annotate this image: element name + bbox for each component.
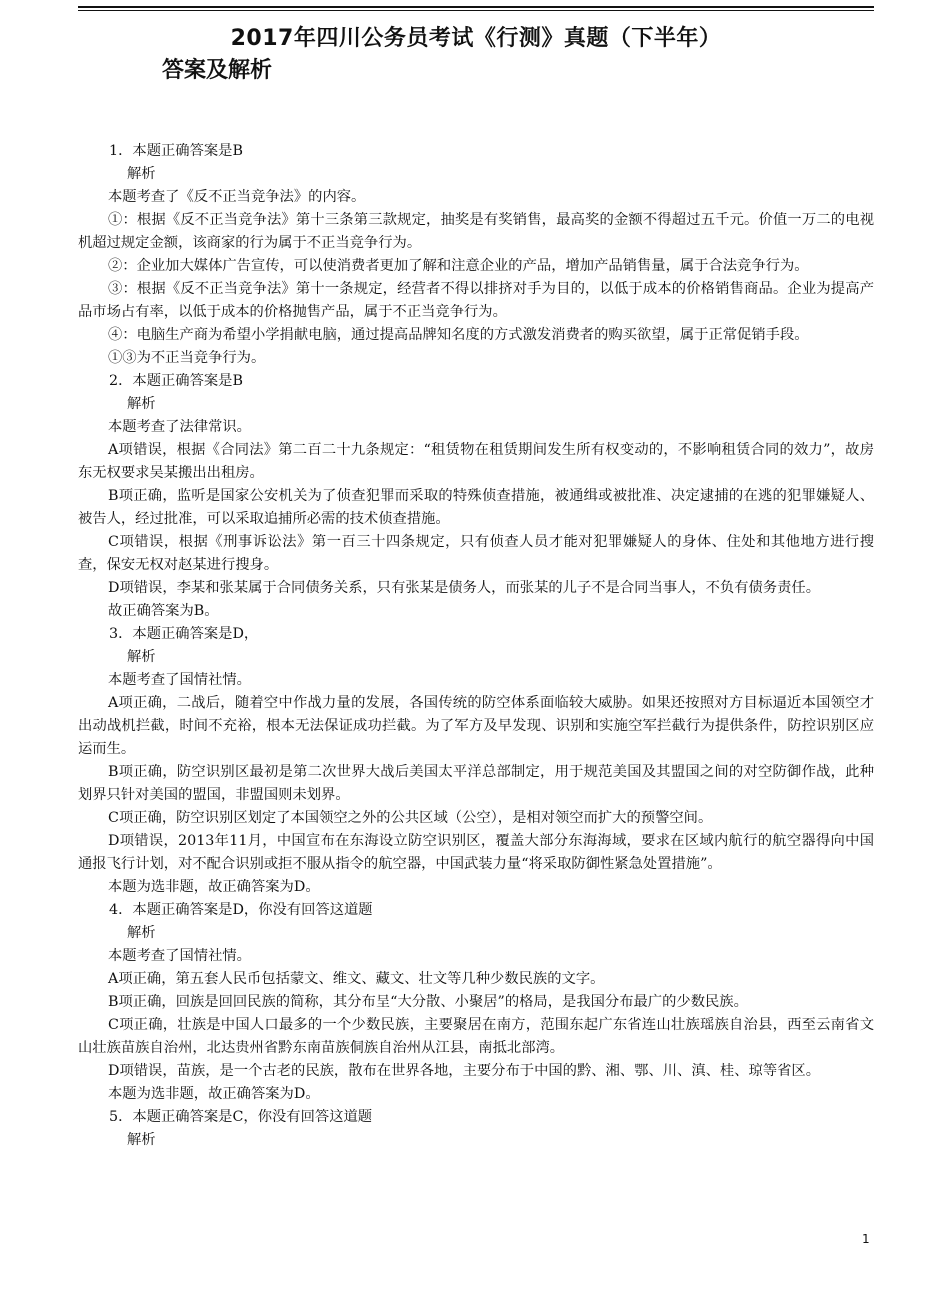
- question-2: [78, 370, 874, 623]
- paragraph: 本题考查了国情社情。: [108, 672, 251, 688]
- document-title: 2017年四川公务员考试《行测》真题（下半年）: [230, 26, 722, 51]
- document-subtitle: 答案及解析: [162, 58, 273, 83]
- answer-line: 3．本题正确答案是D，: [109, 626, 259, 642]
- question-3: [78, 623, 874, 899]
- paragraph: C项正确，防空识别区划定了本国领空之外的公共区域（公空），是相对领空而扩大的预警空间。: [108, 810, 713, 826]
- analysis-label: 解析: [127, 166, 156, 182]
- answer-line: 4．本题正确答案是D，你没有回答这道题: [109, 902, 373, 918]
- answer-line: 5．本题正确答案是C，你没有回答这道题: [109, 1109, 373, 1125]
- question-5: [78, 1106, 874, 1152]
- paragraph: 本题为选非题，故正确答案为D。: [108, 879, 320, 895]
- question-1: [78, 140, 874, 370]
- analysis-label: 解析: [127, 396, 156, 412]
- paragraph: 本题为选非题，故正确答案为D。: [108, 1086, 320, 1102]
- paragraph: B项正确，监听是国家公安机关为了侦查犯罪而采取的特殊侦查措施，被通缉或被批准、决定逮捕的在逃的犯罪嫌疑人、被告人，经过批准，可以采取追捕所必需的技术侦查措施。: [78, 488, 874, 527]
- paragraph: ②：企业加大媒体广告宣传，可以使消费者更加了解和注意企业的产品，增加产品销售量，属于合法竞争行为。: [108, 258, 809, 274]
- answer-line: 2．本题正确答案是B: [109, 373, 243, 389]
- paragraph: ①：根据《反不正当竞争法》第十三条第三款规定，抽奖是有奖销售，最高奖的金额不得超过五千元。价值一万二的电视机超过规定金额，该商家的行为属于不正当竞争行为。: [78, 212, 874, 251]
- answer-content: [78, 140, 874, 1152]
- paragraph: 本题考查了《反不正当竞争法》的内容。: [108, 189, 366, 205]
- paragraph: C项正确，壮族是中国人口最多的一个少数民族，主要聚居在南方，范围东起广东省连山壮族瑶族自治县，西至云南省文山壮族苗族自治州，北达贵州省黔东南苗族侗族自治州从江县，南抵北部湾。: [78, 1017, 874, 1056]
- question-4: [78, 899, 874, 1106]
- paragraph: A项正确，二战后，随着空中作战力量的发展，各国传统的防空体系面临较大威胁。如果还按照对方目标逼近本国领空才出动战机拦截，时间不充裕，根本无法保证成功拦截。为了军方及早发现、识别和实施空军拦截行为提供条件，防控识别区应运而生。: [78, 695, 874, 757]
- paragraph: ①③为不正当竞争行为。: [108, 350, 266, 366]
- paragraph: B项正确，防空识别区最初是第二次世界大战后美国太平洋总部制定，用于规范美国及其盟国之间的对空防御作战，此种划界只针对美国的盟国，非盟国则未划界。: [78, 764, 874, 803]
- paragraph: D项错误，李某和张某属于合同债务关系，只有张某是债务人，而张某的儿子不是合同当事人，不负有债务责任。: [108, 580, 821, 596]
- paragraph: B项正确，回族是回回民族的简称，其分布呈“大分散、小聚居”的格局，是我国分布最广的少数民族。: [108, 994, 748, 1010]
- analysis-label: 解析: [127, 925, 156, 941]
- header-rule-thin: [78, 10, 874, 11]
- paragraph: 本题考查了国情社情。: [108, 948, 251, 964]
- page-number: 1: [862, 1232, 870, 1246]
- paragraph: A项正确，第五套人民币包括蒙文、维文、藏文、壮文等几种少数民族的文字。: [108, 971, 605, 987]
- header-rule-thick: [78, 6, 874, 8]
- paragraph: 故正确答案为B。: [108, 603, 219, 619]
- paragraph: 本题考查了法律常识。: [108, 419, 251, 435]
- paragraph: ③：根据《反不正当竞争法》第十一条规定，经营者不得以排挤对手为目的，以低于成本的价格销售商品。企业为提高产品市场占有率，以低于成本的价格抛售产品，属于不正当竞争行为。: [78, 281, 874, 320]
- paragraph: D项错误，苗族，是一个古老的民族，散布在世界各地，主要分布于中国的黔、湘、鄂、川、滇、桂、琼等省区。: [108, 1063, 821, 1079]
- paragraph: ④：电脑生产商为希望小学捐献电脑，通过提高品牌知名度的方式激发消费者的购买欲望，属于正常促销手段。: [108, 327, 809, 343]
- paragraph: D项错误，2013年11月，中国宣布在东海设立防空识别区，覆盖大部分东海海域，要求在区域内航行的航空器得向中国通报飞行计划，对不配合识别或拒不服从指令的航空器，中国武装力量“将采取防御性紧急处置措施”。: [78, 833, 874, 872]
- paragraph: A项错误，根据《合同法》第二百二十九条规定：“租赁物在租赁期间发生所有权变动的，不影响租赁合同的效力”，故房东无权要求吴某搬出出租房。: [78, 442, 874, 481]
- answer-line: 1．本题正确答案是B: [109, 143, 243, 159]
- analysis-label: 解析: [127, 1132, 156, 1148]
- paragraph: C项错误，根据《刑事诉讼法》第一百三十四条规定，只有侦查人员才能对犯罪嫌疑人的身体、住处和其他地方进行搜查，保安无权对赵某进行搜身。: [78, 534, 874, 573]
- analysis-label: 解析: [127, 649, 156, 665]
